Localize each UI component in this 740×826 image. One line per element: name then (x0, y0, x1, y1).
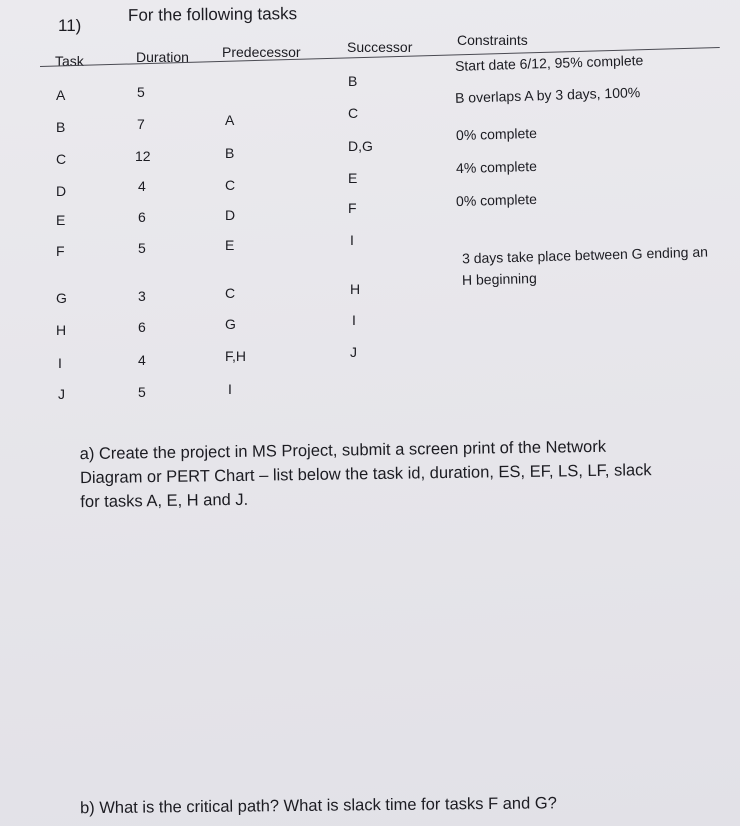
cell-constraint-c: 0% complete (455, 124, 538, 144)
cell-constraint-g: 3 days take place between G ending an (461, 243, 709, 267)
question-a: a) Create the project in MS Project, submit a screen print of the Network Diagram or PERT Chart – list below the task id, duration, ES, EF, LS, LF, slack for tasks A, E, H and J. (79, 437, 652, 512)
cell-successor-h: I (352, 312, 356, 328)
cell-task-g: G (56, 290, 67, 306)
cell-constraint-b: B overlaps A by 3 days, 100% (454, 84, 641, 106)
cell-predecessor-i: F,H (225, 348, 246, 364)
cell-predecessor-j: I (228, 381, 232, 397)
cell-duration-c: 12 (135, 148, 151, 164)
cell-task-a: A (56, 87, 66, 103)
cell-predecessor-e: D (225, 207, 236, 223)
column-header-successor: Successor (347, 39, 413, 55)
cell-successor-d: E (348, 170, 358, 186)
cell-task-c: C (56, 151, 67, 167)
cell-task-e: E (56, 212, 66, 228)
cell-predecessor-d: C (225, 177, 236, 193)
question-b: b) What is the critical path? What is slack time for tasks F and G? (79, 794, 557, 818)
cell-task-i: I (58, 355, 62, 371)
cell-constraint-a: Start date 6/12, 95% complete (454, 52, 644, 74)
cell-task-d: D (56, 183, 67, 199)
cell-successor-g: H (350, 281, 361, 297)
cell-duration-b: 7 (137, 116, 145, 132)
column-header-constraints: Constraints (457, 32, 528, 48)
cell-predecessor-g: C (225, 285, 236, 301)
cell-duration-h: 6 (138, 319, 146, 335)
cell-duration-a: 5 (137, 84, 145, 100)
cell-predecessor-b: A (225, 112, 235, 128)
cell-constraint-d: 4% complete (455, 157, 538, 177)
cell-task-j: J (58, 386, 65, 402)
cell-predecessor-h: G (225, 316, 236, 332)
cell-predecessor-f: E (225, 237, 235, 253)
cell-duration-i: 4 (138, 352, 146, 368)
cell-successor-b: C (348, 105, 359, 121)
cell-constraint-e: 0% complete (455, 190, 538, 210)
cell-constraint-g-line2: H beginning (461, 269, 537, 289)
cell-task-f: F (56, 243, 65, 259)
cell-successor-a: B (348, 73, 358, 89)
cell-successor-i: J (350, 344, 357, 360)
cell-duration-g: 3 (138, 288, 146, 304)
column-header-duration: Duration (136, 49, 189, 65)
cell-task-b: B (56, 119, 66, 135)
cell-duration-d: 4 (138, 178, 146, 194)
cell-duration-j: 5 (138, 384, 146, 400)
cell-successor-c: D,G (348, 138, 373, 154)
cell-successor-f: I (350, 232, 354, 248)
heading: For the following tasks (127, 4, 298, 25)
cell-duration-f: 5 (138, 240, 146, 256)
question-number: 11) (58, 16, 82, 35)
cell-predecessor-c: B (225, 145, 235, 161)
column-header-predecessor: Predecessor (222, 44, 301, 60)
cell-task-h: H (56, 322, 67, 338)
cell-successor-e: F (348, 200, 357, 216)
column-header-task: Task (55, 53, 84, 69)
cell-duration-e: 6 (138, 209, 146, 225)
